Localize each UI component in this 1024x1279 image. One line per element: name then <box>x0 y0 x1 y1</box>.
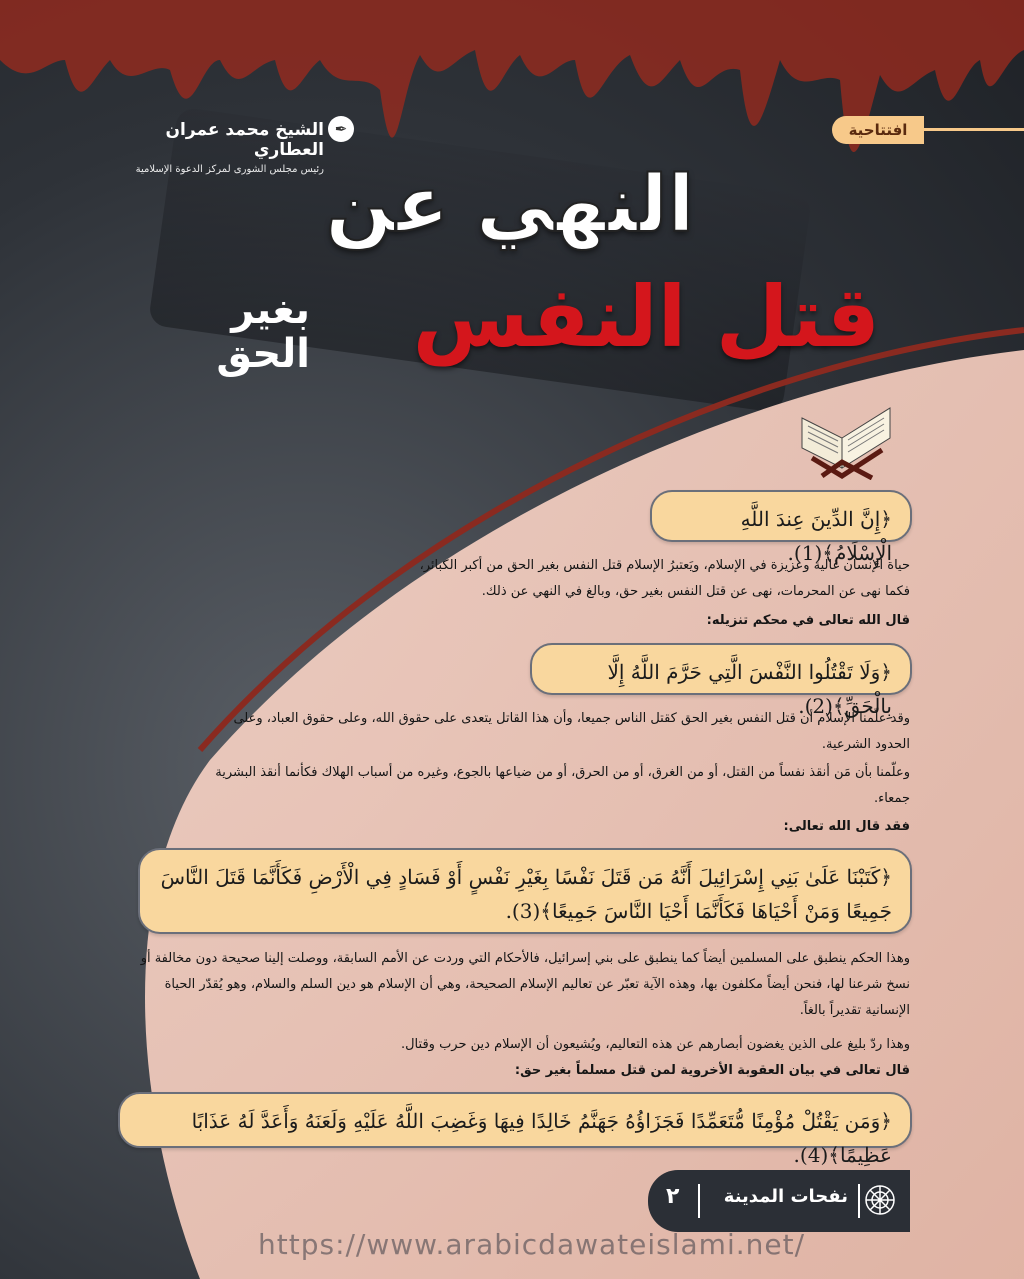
pen-icon: ✒ <box>328 116 354 142</box>
paragraph-3: وعلّمنا بأن مَن أنقذ نفساً من القتل، أو من الغرق، أو من الحرق، أو من ضياعها بالجوع، وغيره من أسباب الهلاك فكأنما أنقذ البشرية جمعاء. <box>215 765 910 806</box>
section-tag: افتتاحية <box>832 116 924 144</box>
footer-separator-2 <box>698 1184 700 1218</box>
title-line-3b: الحق <box>216 331 310 377</box>
author-name: الشيخ محمد عمران العطاري <box>165 120 324 160</box>
paragraph-1b: قال الله تعالى في محكم تنزيله: <box>706 613 910 628</box>
paragraph-6: قال تعالى في بيان العقوبة الأخروية لمن قتل مسلماً بغير حق: <box>514 1063 910 1078</box>
page-number: ٢ <box>666 1184 680 1209</box>
footer-bar <box>648 1170 910 1232</box>
ayah-box-1: ﴿إِنَّ الدِّينَ عِندَ اللَّهِ الْإِسْلَامُ﴾(1). <box>650 490 912 542</box>
paragraph-1: حياة الإنسان غالية وعزيزة في الإسلام، ويَعتبرُ الإسلام قتل النفس بغير الحق من أكبر الكبائر، فكما نهى عن المحرمات، نهى عن قتل النفس بغير حق، وبالغ في النهي عن ذلك. <box>419 558 910 599</box>
watermark-url: https://www.arabicdawateislami.net/ <box>258 1228 806 1261</box>
ayah-box-2: ﴿وَلَا تَقْتُلُوا النَّفْسَ الَّتِي حَرَّمَ اللَّهُ إِلَّا بِالْحَقِّ﴾(2). <box>530 643 912 695</box>
ayah-box-3: ﴿كَتَبْنَا عَلَىٰ بَنِي إِسْرَائِيلَ أَنَّهُ مَن قَتَلَ نَفْسًا بِغَيْرِ نَفْسٍ أَوْ فَسَادٍ فِي الْأَرْضِ فَكَأَنَّمَا قَتَلَ النَّاسَ جَمِيعًا وَمَنْ أَحْيَاهَا فَكَأَنَّمَا أَحْيَا النَّاسَ جَمِيعًا﴾(3). <box>138 848 912 934</box>
tag-underline <box>924 128 1024 131</box>
title-line-3 <box>150 288 310 376</box>
paragraph-3b: فقد قال الله تعالى: <box>783 819 910 834</box>
rosette-icon <box>862 1182 898 1218</box>
paragraph-2: وقد علّمنا الإسلام أن قتل النفس بغير الحق كقتل الناس جميعا، وأن هذا القاتل يتعدى على حقوق الله، وعلى حقوق العباد، وعلى الحدود الشرعية. <box>233 711 910 752</box>
paragraph-4: وهذا الحكم ينطبق على المسلمين أيضاً كما ينطبق على بني إسرائيل، فالأحكام التي وردت عن الأمم السابقة، ووصلت إلينا صحيحة دون مخالفة أو نسخ شرعنا لها، فنحن أيضاً مكلفون بها، وهذه الآية تعبّر عن تعاليم الإسلام الصحيحة، وهي أن الإسلام هو دين السلم والسلام، وهو يُقدّر الحياة الإنسانية تقديراً بالغاً. <box>140 951 910 1018</box>
author-role: رئيس مجلس الشورى لمركز الدعوة الإسلامية <box>135 164 324 175</box>
title-line-2: قتل النفس <box>412 268 880 366</box>
quran-book-icon <box>792 388 900 480</box>
title-line-3a: بغير <box>231 287 310 333</box>
ayah-box-4: ﴿وَمَن يَقْتُلْ مُؤْمِنًا مُّتَعَمِّدًا فَجَزَاؤُهُ جَهَنَّمُ خَالِدًا فِيهَا وَغَضِبَ اللَّهُ عَلَيْهِ وَلَعَنَهُ وَأَعَدَّ لَهُ عَذَابًا عَظِيمًا﴾(4). <box>118 1092 912 1148</box>
magazine-name: نفحات المدينة <box>723 1186 848 1207</box>
paragraph-5: وهذا ردّ بليغ على الذين يغضون أبصارهم عن هذه التعاليم، ويُشيعون أن الإسلام دين حرب وقتال. <box>400 1037 910 1052</box>
title-line-1: النهي عن <box>325 160 695 250</box>
footer-separator <box>858 1184 860 1218</box>
